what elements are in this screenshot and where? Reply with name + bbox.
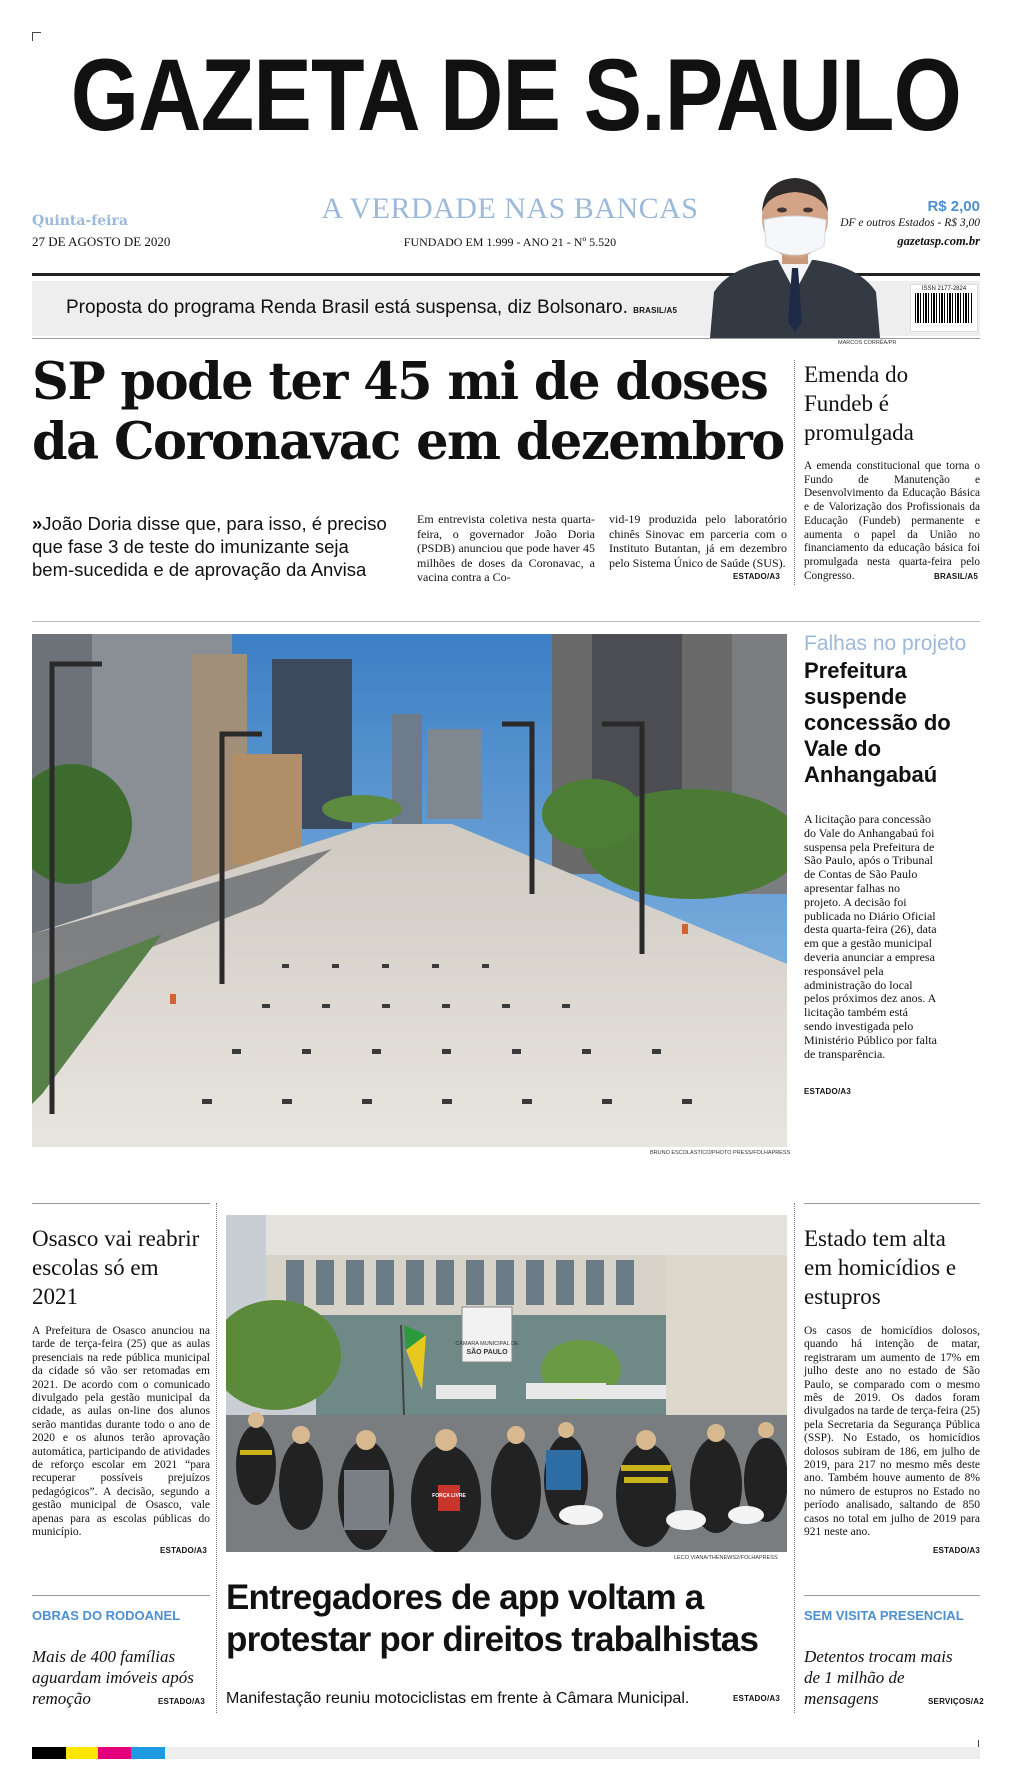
color-bar [32,1747,980,1759]
price-other-states: DF e outros Estados - R$ 3,00 [840,217,980,229]
rodoanel-tag: ESTADO/A3 [158,1697,205,1706]
weekday: Quinta-feira [32,213,128,229]
detentos-title: Detentos trocam mais de 1 milhão de mensagens [804,1647,953,1708]
anhangabau-body: A licitação para concessão do Vale do Anhangabaú foi suspensa pela Prefeitura de São Paulo, após o Tribunal de Contas de São Paulo apresentar falhas no projeto. A decisão foi publicada no Diário Oficial desta quarta-feira (26), data em que a gestão municipal deveria anunciar a empresa responsável pela administração do local pelos próximos dez anos. A licitação também está sendo investigada pelo Ministério Público por falta de transparência. [804,812,937,1061]
protest-tag: ESTADO/A3 [733,1694,780,1703]
detentos-tag: SERVIÇOS/A2 [928,1697,984,1706]
lead-headline-line2: da Coronavac em dezembro [32,412,784,472]
rodoanel-title: Mais de 400 famílias aguardam imóveis após remoção [32,1647,194,1708]
anhangabau-photo [32,634,787,1147]
protest-illustration [226,1215,787,1552]
anhangabau-kicker: Falhas no projeto [804,632,967,655]
lead-tag: ESTADO/A3 [733,572,780,581]
column-divider [216,1203,217,1713]
president-portrait [700,172,890,338]
arrow-icon: » [32,513,43,534]
lower-rule-right [804,1203,980,1204]
lead-column-1: Em entrevista coletiva nesta quarta-feira, o governador João Doria (PSDB) anunciou que pode haver 45 milhões de doses da Coronavac, a vacina contra a Co- [417,512,595,584]
slogan: A VERDADE NAS BANCAS [321,192,699,225]
color-swatch-cyan [131,1747,165,1759]
color-swatch-yellow [66,1747,98,1759]
protest-subhead: Manifestação reuniu motociclistas em frente à Câmara Municipal. [226,1690,690,1707]
lead-headline [32,352,802,472]
osasco-tag: ESTADO/A3 [160,1546,207,1555]
protest-photo-credit: LECO VIANA/THENEWS2/FOLHAPRESS [674,1555,778,1561]
vest-text: FORÇA LIVRE [432,1493,466,1499]
rodoanel-kicker: OBRAS DO RODOANEL [32,1608,181,1623]
protest-headline-line1: Entregadores de app voltam a [226,1578,704,1617]
barcode [910,284,978,332]
homicidios-title: Estado tem alta em homicídios e estupros [804,1226,957,1309]
protest-photo [226,1215,787,1552]
issn-number: ISSN 2177-2824 [921,286,967,292]
anhangabau-title: Prefeitura suspende concessão do Vale do Anhangabaú [804,658,951,787]
price: R$ 2,00 [927,198,980,215]
banner-text [66,297,677,319]
protest-headline-line2: protestar por direitos trabalhistas [226,1620,759,1659]
crop-mark [32,32,41,41]
camara-sign-line2: SÃO PAULO [466,1349,508,1356]
website: gazetasp.com.br [897,234,980,248]
osasco-title: Osasco vai reabrir escolas só em 2021 [32,1226,200,1309]
lead-subhead-text: João Doria disse que, para isso, é preciso que fase 3 de teste do imunizante seja bem-sucedida e de aprovação da Anvisa [32,513,387,580]
photo-credit: MARCOS CORRÊA/PR [838,340,897,346]
detentos-kicker: SEM VISITA PRESENCIAL [804,1608,964,1623]
anhangabau-tag: ESTADO/A3 [804,1087,851,1096]
fundeb-title: Emenda do Fundeb é promulgada [804,362,914,445]
osasco-body: A Prefeitura de Osasco anunciou na tarde de terça-feira (25) que as aulas presenciais na rede pública municipal da cidade só vão ser retomadas em 2021. De acordo com o comunicado divulgado pela gestão municipal da cidade, as aulas on-line dos alunos serão mantidas durante todo o ano de 2020 e os alunos terão aprovação automática, participando de atividades de reforço escolar em 2021 “para recuperar possíveis prejuízos pedagógicos”. A decisão, segundo a gestão municipal de Osasco, vale apenas para as escolas públicas do município. [32,1325,210,1539]
color-swatch-magenta [98,1747,131,1759]
column-divider [794,360,795,585]
lead-column-2: vid-19 produzida pelo laboratório chinês Sinovac em parceria com o Instituto Butantan, já em dezembro pelo Sistema Único de Saúde (SUS). [609,512,787,570]
homicidios-tag: ESTADO/A3 [933,1546,980,1555]
lower-rule-left [32,1203,210,1204]
lead-headline-line1: SP pode ter 45 mi de doses [32,352,768,412]
section-rule [32,621,980,622]
fundeb-tag: BRASIL/A5 [934,572,979,581]
camara-sign-line1: CÂMARA MUNICIPAL DE [455,1341,519,1347]
lead-subhead [32,512,392,581]
banner-headline: Proposta do programa Renda Brasil está suspensa, diz Bolsonaro. [66,297,628,318]
barcode-bars [915,293,973,323]
anhangabau-illustration [32,634,787,1147]
banner-tag: BRASIL/A5 [633,306,678,315]
banner-rule [32,338,980,339]
homicidios-body: Os casos de homicídios dolosos, quando há intenção de matar, registraram um aumento de 17% em julho deste ano no estado de São Paulo, se comparado com o mesmo mês de 2019. Os dados foram divulgados na tarde de terça-feira (25) pela Secretaria da Segurança Pública (SSP). No Estado, os homicídios dolosos subiram de 186, em julho de 2019, para 217 no mesmo mês deste ano. Também houve aumento de 8% no número de estupros no Estado no período analisado, saltando de 850 casos no total em julho de 2019 para 921 neste ano. [804,1325,980,1539]
masthead-title: GAZETA DE S.PAULO [70,38,961,152]
fundeb-body: A emenda constitucional que torna o Fundo de Manutenção e Desenvolvimento da Educação Básica e de Valorização dos Profissionais da Educação (Fundeb) permanente e aumenta o papel da União no financiamento da educação básica foi promulgada nesta quarta-feira pelo Congresso. [804,460,980,582]
founded-info: FUNDADO EM 1.999 - ANO 21 - Nº 5.520 [403,235,617,249]
anhangabau-photo-credit: BRUNO ESCOLASTICO/PHOTO PRESS/FOLHAPRESS [650,1150,791,1156]
protest-headline [226,1577,796,1661]
color-swatch-black [32,1747,66,1759]
teaser-rule-left [32,1595,210,1596]
teaser-rule-right [804,1595,980,1596]
issue-date: 27 DE AGOSTO DE 2020 [32,234,171,249]
